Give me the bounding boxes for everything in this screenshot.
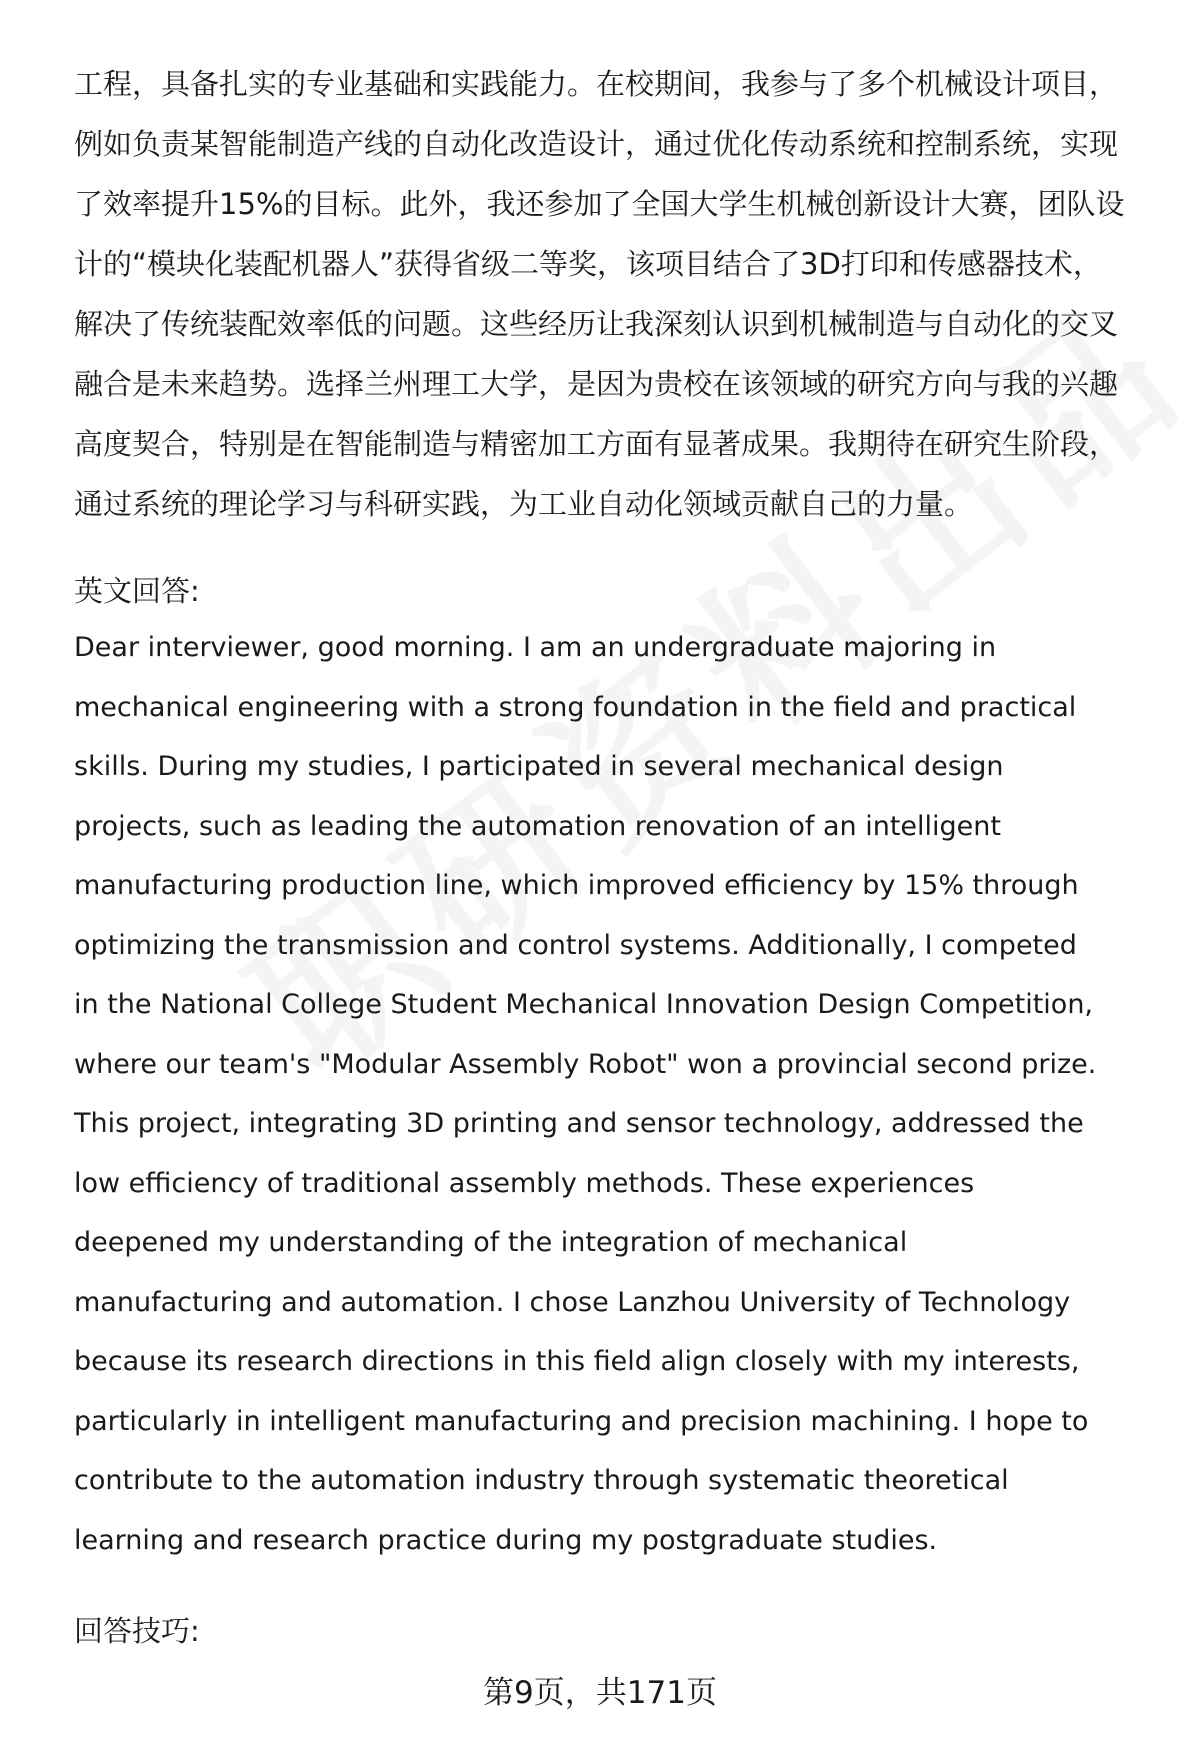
chinese-answer-line: 了效率提升15%的目标。此外，我还参加了全国大学生机械创新设计大赛，团队设 xyxy=(74,187,1125,221)
english-answer-line: particularly in intelligent manufacturing and precision machining. I hope to xyxy=(74,1405,1089,1437)
chinese-answer-line: 解决了传统装配效率低的问题。这些经历让我深刻认识到机械制造与自动化的交叉 xyxy=(74,307,1119,341)
english-answer-line: contribute to the automation industry through systematic theoretical xyxy=(74,1465,1009,1496)
english-answer-line: skills. During my studies, I participated in several mechanical design xyxy=(74,751,1004,782)
chinese-answer-line: 通过系统的理论学习与科研实践，为工业自动化领域贡献自己的力量。 xyxy=(74,487,974,521)
english-answer-line: optimizing the transmission and control systems. Additionally, I competed xyxy=(74,929,1077,961)
chinese-answer-line: 高度契合，特别是在智能制造与精密加工方面有显著成果。我期待在研究生阶段， xyxy=(74,427,1119,461)
english-answer-line: This project, integrating 3D printing and sensor technology, addressed the xyxy=(74,1108,1084,1139)
chinese-answer-line: 融合是未来趋势。选择兰州理工大学，是因为贵校在该领域的研究方向与我的兴趣 xyxy=(74,367,1119,401)
answer-tips-heading: 回答技巧: xyxy=(74,1614,200,1648)
english-answer-line: Dear interviewer, good morning. I am an undergraduate majoring in xyxy=(74,632,997,663)
english-answer-line: mechanical engineering with a strong foundation in the field and practical xyxy=(74,691,1077,723)
english-answer-line: learning and research practice during my postgraduate studies. xyxy=(74,1524,938,1556)
english-answer-line: manufacturing and automation. I chose Lanzhou University of Technology xyxy=(74,1286,1071,1318)
chinese-answer-line: 例如负责某智能制造产线的自动化改造设计，通过优化传动系统和控制系统，实现 xyxy=(74,127,1119,161)
english-answer-paragraph xyxy=(74,618,1174,1570)
page-number: 第9页，共171页 xyxy=(483,1675,717,1711)
chinese-answer-line: 计的“模块化装配机器人”获得省级二等奖，该项目结合了3D打印和传感器技术， xyxy=(74,247,1102,281)
english-answer-line: where our team's "Modular Assembly Robot" won a provincial second prize. xyxy=(74,1048,1097,1080)
english-answer-line: projects, such as leading the automation renovation of an intelligent xyxy=(74,810,1001,842)
chinese-answer-line: 工程，具备扎实的专业基础和实践能力。在校期间，我参与了多个机械设计项目， xyxy=(74,67,1119,101)
chinese-answer-paragraph xyxy=(74,54,1154,534)
english-answer-line: because its research directions in this field align closely with my interests, xyxy=(74,1346,1080,1377)
english-answer-line: in the National College Student Mechanical Innovation Design Competition, xyxy=(74,989,1094,1020)
english-answer-line: deepened my understanding of the integration of mechanical xyxy=(74,1227,908,1258)
english-answer-line: low efficiency of traditional assembly methods. These experiences xyxy=(74,1167,975,1199)
english-answer-heading: 英文回答: xyxy=(74,574,200,608)
english-answer-line: manufacturing production line, which improved efficiency by 15% through xyxy=(74,870,1079,901)
